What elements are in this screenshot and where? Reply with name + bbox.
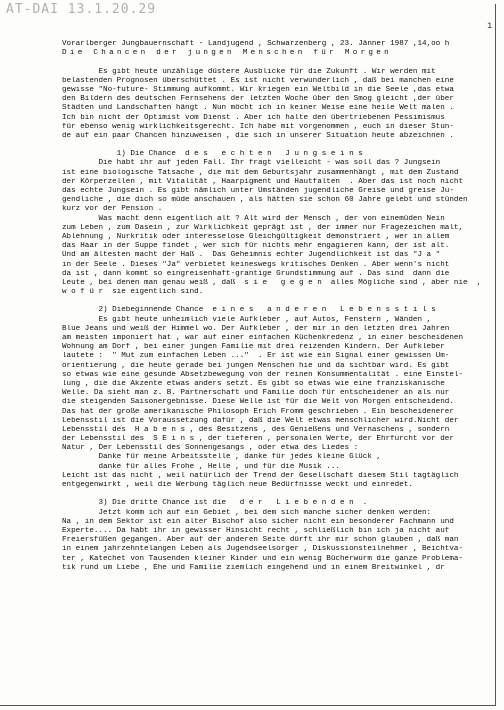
text-line: Danke für meine Arbeitsstelle , danke für jedes kleine Glück , [62, 453, 381, 462]
text-line: Das hat der große amerikanische Philosoph Erich Fromm geschrieben . Ein bescheidenerer [62, 407, 454, 416]
text-line: Jetzt komm ich auf ein Gebiet , bei dem sich manche sicher denken werden: [62, 508, 432, 517]
spacer [62, 58, 498, 67]
text-line: belastenden Prognosen überschüttet . Es ist nicht verwunderlich , daß bei manchen eine [62, 76, 454, 85]
text-line: gendliche , die dich so müde anschauen , als hätten sie schon 60 Jahre gelebt und stünden [62, 196, 468, 205]
text-line: tik rund um Liebe , Ehe und Familie ziemlich eingehend und in einem Breitwinkel , dr [62, 563, 445, 572]
text-line: Städten und Landschaften hängt . Nun möcht ich in keiner Weise eine heile Welt malen . [62, 104, 454, 113]
text-line: in der Seele . Dieses "Ja" verbietet keineswegs kritisches Denken . Aber wenn's nicht [62, 260, 450, 269]
page-border-bottom [0, 705, 496, 706]
text-line: gewisse "No-future- Stimmung aufkommt. Wir kriegen ein Weltbild in die Seele ,das etwa [62, 85, 454, 94]
text-line: entgegenwirkt , weil die Werbung täglich neue Bedürfnisse weckt und einredet. [62, 481, 413, 489]
text-line: Natur , Der Lebensstil des Sonnengesangs , oder etwa des Liedes : [62, 444, 359, 453]
header-line: Vorarlberger Jungbauernschaft - Landjugend , Schwarzenberg , 23. Jänner 1987 ,14,oo h [62, 40, 450, 48]
text-line: Ablehnung , Nurkritik oder interesselose Gleichgültigkeit demonstriert , wer in allem [62, 232, 450, 241]
blank-line [62, 141, 498, 150]
text-line: Freiersfüßen gegangen. Aber auf der anderen Seite dürft ihr mir schon glauben , daß man [62, 536, 459, 545]
text-line: das Haar in der Suppe findet , wer sich für nichts mehr engagieren kann, der ist alt. [62, 242, 450, 251]
text-line: Ich bin nicht der Optimist vom Dienst . Aber ich halte den übertriebenen Pessimismus [62, 113, 445, 122]
text-line: in einem jahrzehntelangen Leben als Jugendseelsorger , Diskussionsteilnehmer , Beichtva- [62, 545, 464, 554]
text-line: ter , Katechet von Tausenden kleiner Kinder und ein wenig Bücherwurm die ganze Problema- [62, 554, 464, 563]
text-line: lautete : " Mut zum einfachen Leben ..." . Er ist wie ein Signal einer gewissen Um- [62, 352, 450, 361]
text-line: der Körperzellen , mit Vitalität , Haarpigment und Hautfalten . Aber das ist noch nicht [62, 177, 464, 186]
text-line: Was macht denn eigentlich alt ? Alt wird der Mensch , der von einemüden Nein [62, 214, 445, 223]
document-title: Die Chancen der jungen Menschen für Morgen [62, 49, 392, 58]
page-number: 1 [487, 22, 492, 31]
text-line: Lebensstil ist die Voraussetzung dafür , daß die Welt etwas menschlicher wird.Nicht der [62, 416, 459, 425]
text-line: am meisten imponiert hat , war auf einer einfachen Küchenkredenz , in einer bescheidenen [62, 334, 464, 342]
text-line: Leute , bei denen man genau weiß , daß s i e g e g e n alles Mögliche sind , aber nie , [62, 278, 482, 287]
text-line: ist eine biologische Tatsache , die mit dem Geburtsjahr zusammenhängt , mit dem Zustand [62, 168, 459, 177]
text-line: w o f ü r sie eigentlich sind. [62, 288, 204, 297]
text-line: 3) Die dritte Chance ist die d e r L i e b e n d e n . [62, 499, 368, 508]
body-lines [62, 68, 498, 573]
text-line: de auf ein paar Chancen hinzuweisen , die sich in unserer Situation heute abzeichnen . [62, 131, 454, 140]
text-line: kurz vor der Pension . [62, 205, 163, 214]
text-line: der Lebensstil des S E i n s , der tieferen , personalen Werte, der Ehrfurcht vor der [62, 435, 454, 444]
text-line: orientierung , die heute gerade bei jungen Menschen hie und da sichtbar wird. Es gibt [62, 361, 450, 370]
text-line: Experte.... Da habt ihr in gewisser Hinsicht recht , schließlich bin ich ja nicht auf [62, 526, 450, 535]
text-line: so etwas wie eine gesunde Absetzbewegung von der reinen Konsummentalität . eine Einstel- [62, 370, 464, 379]
blank-line [62, 490, 498, 499]
text-line: das echte Jungsein . Es gibt nämlich unter Umständen jugendliche Greise und greise Ju- [62, 187, 454, 195]
text-line: Es gibt heute unheimlich viele Aufkleber , auf Autos, Fenstern , Wänden , [62, 315, 432, 324]
text-line: zum Leben , zum Dasein , zur Wirklichkeit geprägt ist , der immer nur Fragezeichen malt, [62, 223, 464, 232]
text-line: Na , in dem Sektor ist ein alter Bischof also sicher nicht ein besonderer Fachmann und [62, 517, 454, 526]
text-line: 2) Diebeginnende Chance e i n e s a n d e r e n L e b e n s s t i l s [62, 306, 436, 315]
text-line: Welle. Da sieht man z. B. Partnerschaft und Familie doch für entscheidener an als nur [62, 389, 450, 398]
text-line: Leicht ist das nicht , weil natürlich der Trend der Gesellschaft diesem Stil tagtäglich [62, 471, 459, 480]
text-line: den Bildern des deutschen Fernsehens der letzten Woche über den Smog gleicht ,der über [62, 95, 454, 104]
text-line: 1) Die Chance d e s e c h t e n J u n g s e i n s [62, 150, 363, 159]
handwritten-archive-label: AT-DAI 13.1.20.29 [6, 2, 157, 17]
text-line: da ist , dann kommt so eingreisenhaft-grantige Grundstimmung auf . Das sind dann die [62, 269, 450, 278]
text-line: danke für alles Frohe , Helle , und für die Musik ... [62, 462, 340, 471]
blank-line [62, 297, 498, 306]
text-line: für ebenso wenig wirklichkeitsgerecht. Ich habe mit vorgenommen , euch in dieser Stun- [62, 122, 454, 131]
text-line: lung , die die Akzente etwas anders setzt. Es gibt so etwas wie eine franziskanische [62, 379, 445, 388]
text-line: Wohnung am Dorf , bei einer jungen Familie mit drei reizenden Kindern. Der Aufkleber [62, 343, 445, 352]
text-line: Die habt ihr auf jeden Fall. Ihr fragt vielleicht - was soll das ? Jungsein [62, 159, 441, 168]
text-line: Es gibt heute unzählige düstere Ausblicke für die Zukunft . Wir werden mit [62, 67, 436, 76]
text-line: die steigenden Saisonergebnisse. Diese Welle ist für die Welt von Morgen entscheidend. [62, 398, 454, 407]
text-line: Lebensstil des H a b e n s , des Besitzens , des Genießens und Vernaschens , sondern [62, 425, 450, 434]
text-line: Und am ältesten macht der Haß . Das Geheimnis echter Jugendlichkeit ist das "J a " [62, 251, 441, 260]
document-body [62, 40, 498, 573]
text-line: Blue Jeans und weiß der Himmel wo. Der Aufkleber , der mir in den letzten drei Jahren [62, 324, 450, 333]
